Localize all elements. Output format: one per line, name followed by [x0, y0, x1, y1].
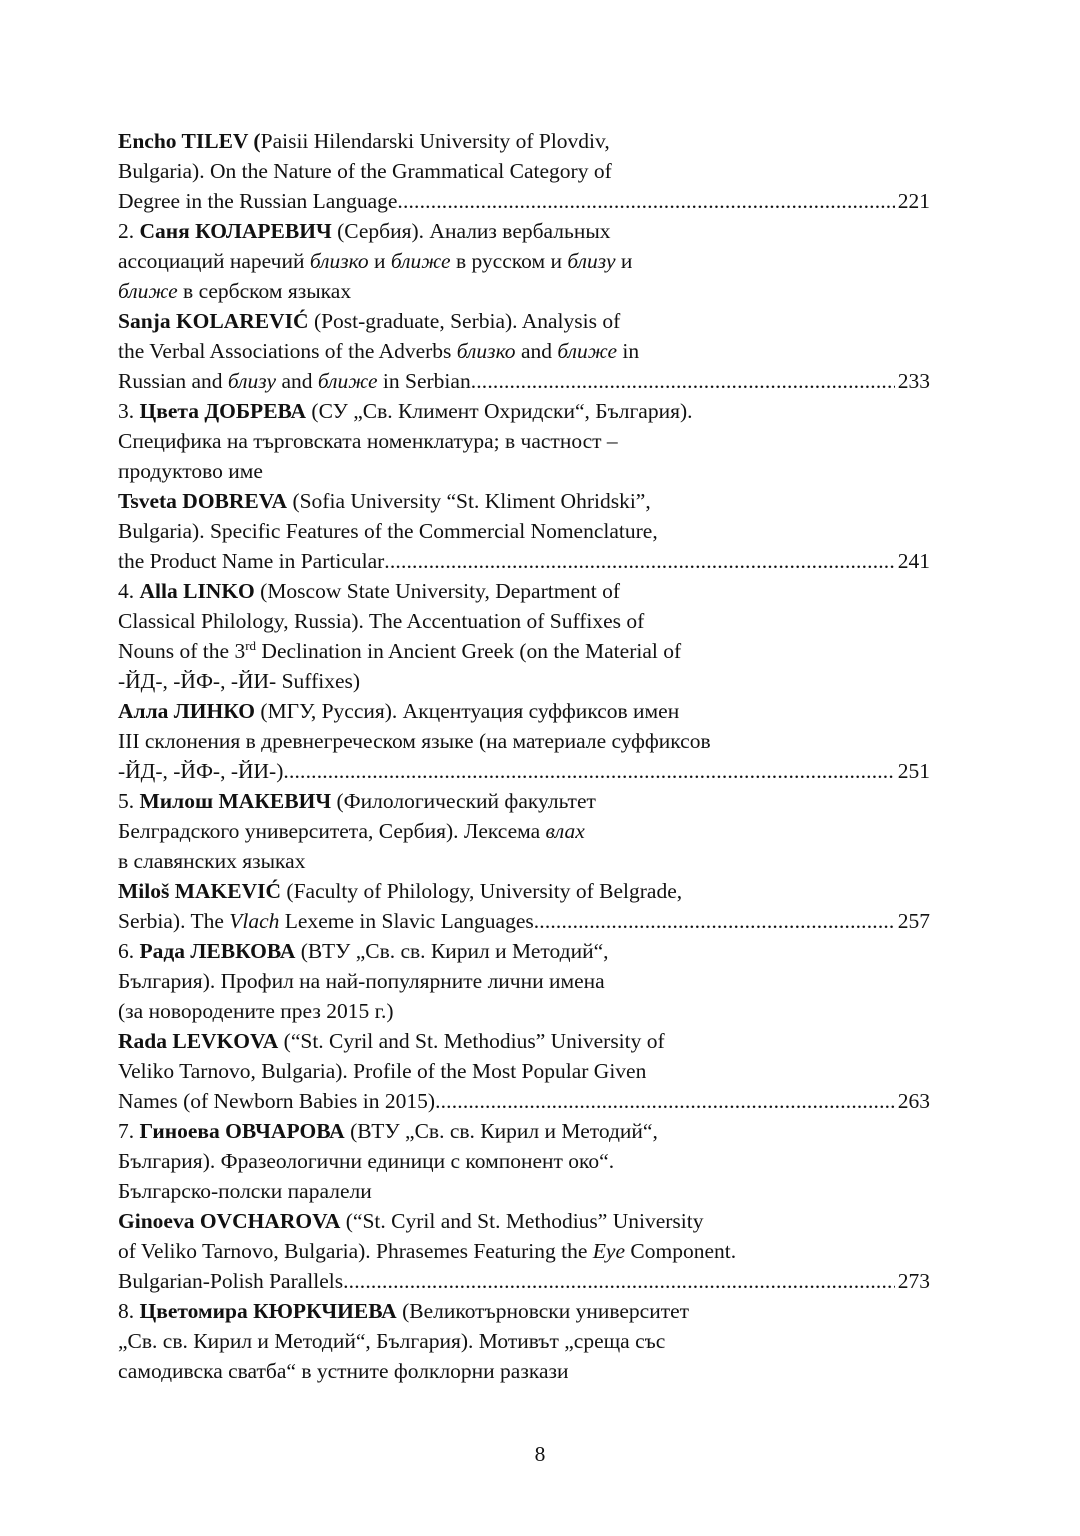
italic-term: близко — [309, 249, 369, 273]
toc-text: (ВТУ „Св. св. Кирил и Методий“, — [344, 1119, 658, 1143]
author-name: Alla LINKO — [139, 579, 255, 603]
toc-line — [118, 516, 930, 546]
toc-line — [118, 1206, 930, 1236]
toc-line-text — [118, 366, 471, 396]
toc-text: в русском и — [450, 249, 568, 273]
author-name: Rada LEVKOVA — [118, 1029, 279, 1053]
toc-line — [118, 1056, 930, 1086]
dot-leader — [343, 1266, 895, 1296]
toc-text: the Verbal Associations of the Adverbs — [118, 339, 457, 363]
toc-text: ассоциаций наречий — [118, 249, 310, 273]
toc-line — [118, 1026, 930, 1056]
toc-line — [118, 636, 930, 666]
toc-line-text — [118, 1119, 658, 1143]
toc-line — [118, 396, 930, 426]
toc-text: in — [617, 339, 640, 363]
toc-line-text — [118, 159, 612, 183]
toc-line-text — [118, 579, 620, 603]
italic-term: близу — [227, 369, 277, 393]
toc-line — [118, 486, 930, 516]
toc-line — [118, 216, 930, 246]
italic-term: ближе — [390, 249, 451, 273]
toc-text: 2. — [118, 219, 140, 243]
toc-page-number: 263 — [897, 1089, 930, 1113]
dot-leader — [283, 756, 894, 786]
toc-line — [118, 966, 930, 996]
toc-text: 5. — [118, 789, 140, 813]
toc-text: (МГУ, Руссия). Акцентуация суффиксов имен — [255, 699, 680, 723]
toc-line — [118, 156, 930, 186]
author-name: Саня КОЛАРЕВИЧ — [139, 219, 332, 243]
toc-line — [118, 366, 930, 396]
toc-line — [118, 936, 930, 966]
toc-text: III склонения в древнегреческом языке (на материале суффиксов — [118, 729, 711, 753]
toc-text: Bulgaria). On the Nature of the Grammatical Category of — [118, 159, 612, 183]
toc-page-number: 257 — [897, 909, 930, 933]
dot-leader — [435, 1086, 895, 1116]
toc-line-text — [118, 546, 384, 576]
toc-text: в сербском языках — [177, 279, 352, 303]
toc-line-text — [118, 489, 651, 513]
toc-line — [118, 906, 930, 936]
toc-line-text — [118, 129, 610, 153]
toc-line — [118, 756, 930, 786]
toc-text: 3. — [118, 399, 140, 423]
toc-line-text — [118, 1086, 435, 1116]
toc-line — [118, 1296, 930, 1326]
toc-line-text — [118, 789, 596, 813]
toc-line-text — [118, 1149, 614, 1173]
toc-page-number: 241 — [897, 549, 930, 573]
toc-line-text — [118, 729, 711, 753]
toc-line — [118, 456, 930, 486]
toc-line-text — [118, 339, 639, 363]
toc-text: (ВТУ „Св. св. Кирил и Методий“, — [295, 939, 609, 963]
toc-text: Lexeme in Slavic Languages — [279, 909, 534, 933]
author-name: Цвета ДОБРЕВА — [139, 399, 307, 423]
toc-text: (СУ „Св. Климент Охридски“, България). — [306, 399, 693, 423]
author-name: Рада ЛЕВКОВА — [139, 939, 296, 963]
toc-line — [118, 336, 930, 366]
toc-line — [118, 126, 930, 156]
toc-text: Serbia). The — [118, 909, 230, 933]
toc-line-text — [118, 879, 682, 903]
toc-line — [118, 786, 930, 816]
toc-text: (за новородените през 2015 г.) — [118, 999, 394, 1023]
toc-text: (Moscow State University, Department of — [254, 579, 620, 603]
italic-term: ближе — [557, 339, 618, 363]
toc-text: (Sofia University “St. Kliment Ohridski”, — [287, 489, 651, 513]
toc-line-text — [118, 639, 681, 663]
toc-text: (“St. Cyril and St. Methodius” University of — [278, 1029, 665, 1053]
author-name: Miloš MAKEVIĆ — [118, 879, 282, 903]
toc-line-text — [118, 519, 658, 543]
toc-text: in Serbian — [377, 369, 471, 393]
toc-line-text — [118, 1239, 736, 1263]
toc-line — [118, 846, 930, 876]
toc-text: Names (of Newborn Babies in 2015) — [118, 1089, 436, 1113]
toc-text: Българско-полски паралели — [118, 1179, 372, 1203]
table-of-contents — [118, 126, 930, 1386]
author-name: Милош МАКЕВИЧ — [139, 789, 332, 813]
italic-term: ближе — [317, 369, 378, 393]
toc-line-text — [118, 429, 618, 453]
italic-term: Eye — [592, 1239, 626, 1263]
toc-text: България). Профил на най-популярните лични имена — [118, 969, 605, 993]
toc-line-text — [118, 669, 360, 693]
toc-text: -ЙД-, -ЙФ-, -ЙИ-) — [118, 759, 284, 783]
italic-term: влах — [545, 819, 585, 843]
toc-text: -ЙД-, -ЙФ-, -ЙИ- Suffixes) — [118, 669, 361, 693]
toc-line — [118, 696, 930, 726]
toc-line-text — [118, 279, 351, 303]
toc-line-text — [118, 1029, 665, 1053]
italic-term: близу — [567, 249, 616, 273]
toc-line-text — [118, 1179, 372, 1203]
toc-page-number: 251 — [897, 759, 930, 783]
dot-leader — [384, 546, 894, 576]
toc-line — [118, 1356, 930, 1386]
toc-line-text — [118, 699, 679, 723]
toc-line-text — [118, 969, 605, 993]
toc-line-text — [118, 1209, 703, 1233]
author-name: Алла ЛИНКО — [118, 699, 256, 723]
toc-text: Nouns of the 3 — [118, 639, 246, 663]
toc-text: Degree in the Russian Language — [118, 189, 398, 213]
toc-line — [118, 606, 930, 636]
toc-page-number: 233 — [897, 369, 930, 393]
dot-leader — [534, 906, 895, 936]
toc-text: (Faculty of Philology, University of Belgrade, — [281, 879, 683, 903]
toc-line — [118, 996, 930, 1026]
toc-text: 6. — [118, 939, 140, 963]
toc-text: „Св. св. Кирил и Методий“, България). Мотивът „среща със — [118, 1329, 666, 1353]
toc-text: Classical Philology, Russia). The Accentuation of Suffixes of — [118, 609, 645, 633]
toc-text: Veliko Tarnovo, Bulgaria). Profile of the Most Popular Given — [118, 1059, 647, 1083]
toc-line — [118, 1266, 930, 1296]
toc-line — [118, 276, 930, 306]
toc-text: 8. — [118, 1299, 140, 1323]
toc-text: България). Фразеологични единици с компонент око“. — [118, 1149, 615, 1173]
toc-line-text — [118, 399, 693, 423]
toc-text: Declination in Ancient Greek (on the Material of — [256, 639, 682, 663]
toc-line-text — [118, 819, 585, 843]
toc-text: в славянских языках — [118, 849, 306, 873]
toc-line-text — [118, 186, 397, 216]
toc-text: 7. — [118, 1119, 140, 1143]
toc-text: (Великотърновски университет — [396, 1299, 690, 1323]
toc-text: Белградского университета, Сербия). Лексема — [118, 819, 546, 843]
toc-text: Bulgaria). Specific Features of the Commercial Nomenclature, — [118, 519, 658, 543]
toc-text: (Сербия). Анализ вербальных — [331, 219, 611, 243]
author-name: Гиноева ОВЧАРОВА — [139, 1119, 345, 1143]
toc-text: and — [515, 339, 558, 363]
toc-text: и — [368, 249, 391, 273]
author-name: Tsveta DOBREVA — [118, 489, 288, 513]
toc-page-number: 221 — [897, 189, 930, 213]
toc-line — [118, 246, 930, 276]
toc-line-text — [118, 849, 305, 873]
toc-line — [118, 816, 930, 846]
toc-text: of Veliko Tarnovo, Bulgaria). Phrasemes Featuring the — [118, 1239, 593, 1263]
author-name: Ginoeva OVCHAROVA — [118, 1209, 341, 1233]
toc-line — [118, 1146, 930, 1176]
toc-text: самодивска сватба“ в устните фолклорни разкази — [118, 1359, 569, 1383]
toc-line-text — [118, 309, 620, 333]
toc-line — [118, 1116, 930, 1146]
toc-line — [118, 546, 930, 576]
toc-text: Russian and — [118, 369, 228, 393]
toc-text: 4. — [118, 579, 140, 603]
toc-text: Component. — [625, 1239, 737, 1263]
author-name: Encho TILEV ( — [118, 129, 261, 153]
toc-text: продуктово име — [118, 459, 263, 483]
toc-line-text — [118, 1266, 343, 1296]
toc-line — [118, 1326, 930, 1356]
toc-text: the Product Name in Particular — [118, 549, 385, 573]
toc-line — [118, 876, 930, 906]
toc-line — [118, 1176, 930, 1206]
toc-text: and — [276, 369, 318, 393]
toc-line-text — [118, 1059, 646, 1083]
italic-term: ближе — [118, 279, 178, 303]
toc-text: (Филологический факультет — [331, 789, 596, 813]
toc-line — [118, 1236, 930, 1266]
toc-line-text — [118, 1299, 689, 1323]
toc-line — [118, 576, 930, 606]
toc-line — [118, 306, 930, 336]
toc-line-text — [118, 609, 644, 633]
toc-text: rd — [245, 637, 257, 653]
italic-term: близко — [456, 339, 516, 363]
toc-line — [118, 186, 930, 216]
toc-line-text — [118, 939, 609, 963]
toc-text: (Post-graduate, Serbia). Analysis of — [308, 309, 621, 333]
toc-page-number: 273 — [897, 1269, 930, 1293]
toc-text: Bulgarian-Polish Parallels — [118, 1269, 344, 1293]
dot-leader — [471, 366, 895, 396]
toc-text: Специфика на търговската номенклатура; в частност – — [118, 429, 618, 453]
toc-text: и — [615, 249, 633, 273]
author-name: Цветомира КЮРКЧИЕВА — [139, 1299, 397, 1323]
toc-line-text — [118, 249, 632, 273]
toc-line-text — [118, 906, 534, 936]
dot-leader — [397, 186, 894, 216]
page-number: 8 — [534, 1442, 546, 1466]
toc-line-text — [118, 459, 263, 483]
toc-line-text — [118, 219, 611, 243]
toc-line — [118, 426, 930, 456]
author-name: Sanja KOLAREVIĆ — [118, 309, 309, 333]
toc-line-text — [118, 756, 283, 786]
toc-line-text — [118, 1329, 665, 1353]
italic-term: Vlach — [229, 909, 280, 933]
toc-line — [118, 1086, 930, 1116]
toc-line — [118, 726, 930, 756]
toc-text: Paisii Hilendarski University of Plovdiv, — [260, 129, 610, 153]
toc-line-text — [118, 999, 394, 1023]
toc-line-text — [118, 1359, 569, 1383]
toc-line — [118, 666, 930, 696]
toc-text: (“St. Cyril and St. Methodius” University — [340, 1209, 704, 1233]
